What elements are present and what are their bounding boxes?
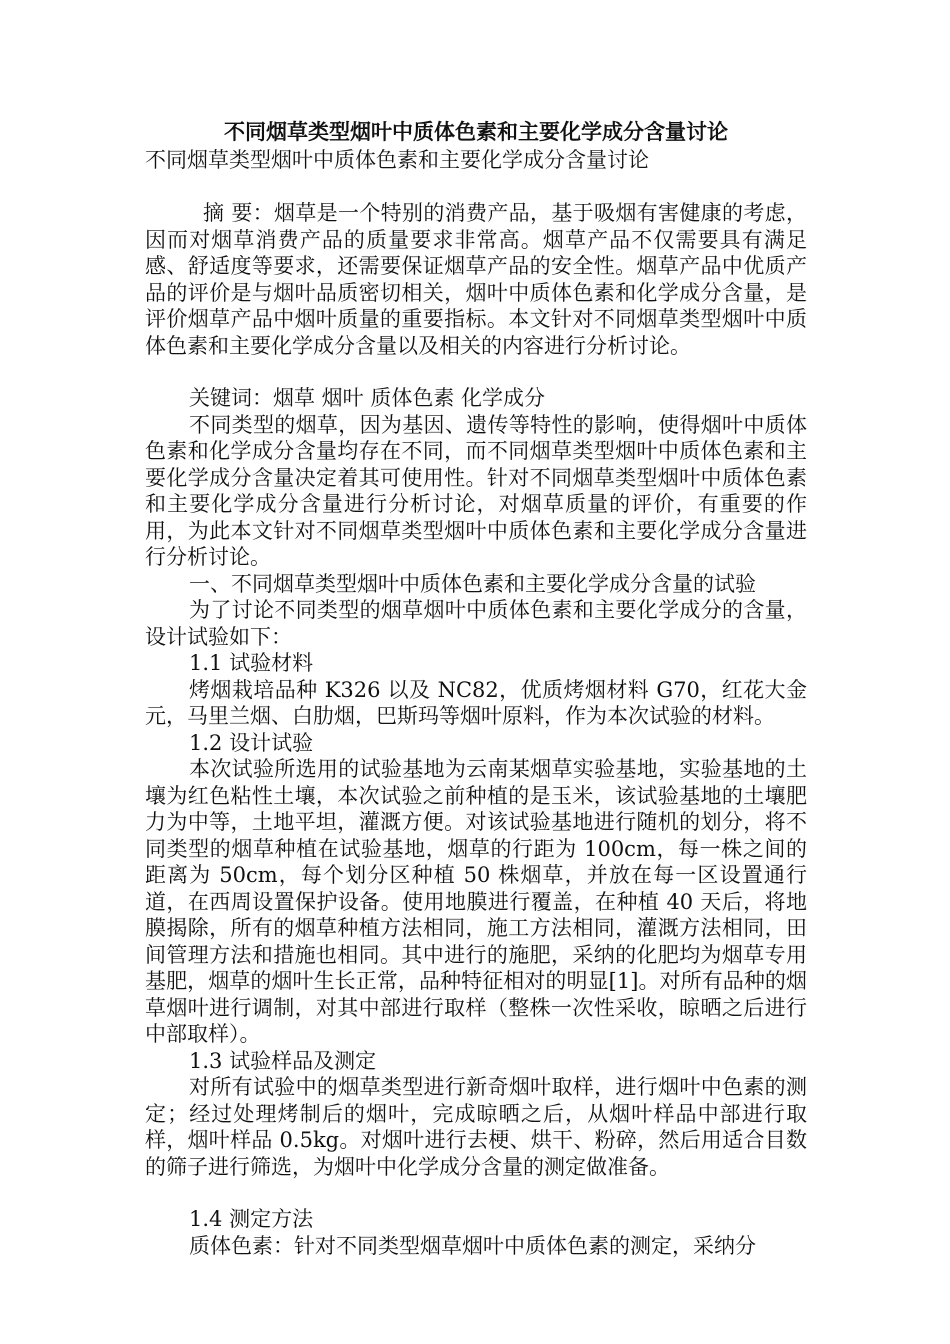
section-1-4-paragraph: 质体色素：针对不同类型烟草烟叶中质体色素的测定，采纳分 bbox=[189, 1233, 756, 1258]
section-1-3-paragraph: 对所有试验中的烟草类型进行新奇烟叶取样，进行烟叶中色素的测定；经过处理烤制后的烟叶，完成晾晒之后，从烟叶样品中部进行取样，烟叶样品 0.5kg。对烟叶进行去梗、烘干、粉碎，然后用适合目数的筛子进行筛选，为烟叶中化学成分含量的测定做准备。 bbox=[145, 1075, 807, 1179]
intro-paragraph: 不同类型的烟草，因为基因、遗传等特性的影响，使得烟叶中质体色素和化学成分含量均存在不同，而不同烟草类型烟叶中质体色素和主要化学成分含量决定着其可使用性。针对不同烟草类型烟叶中质体色素和主要化学成分含量进行分析讨论，对烟草质量的评价，有重要的作用，为此本文针对不同烟草类型烟叶中质体色素和主要化学成分含量进行分析讨论。 bbox=[145, 412, 807, 569]
section-1-1-heading: 1.1 试验材料 bbox=[189, 651, 314, 675]
section-1-heading: 一、不同烟草类型烟叶中质体色素和主要化学成分含量的试验 bbox=[189, 571, 756, 596]
section-1-1-paragraph: 烤烟栽培品种 K326 以及 NC82，优质烤烟材料 G70，红花大金元，马里兰烟、白肋烟，巴斯玛等烟叶原料，作为本次试验的材料。 bbox=[145, 677, 807, 728]
document-page bbox=[145, 118, 807, 1259]
abstract-paragraph: 摘 要：烟草是一个特别的消费产品，基于吸烟有害健康的考虑，因而对烟草消费产品的质量要求非常高。烟草产品不仅需要具有满足感、舒适度等要求，还需要保证烟草产品的安全性。烟草产品中优质产品的评价是与烟叶品质密切相关，烟叶中质体色素和化学成分含量，是评价烟草产品中烟叶质量的重要指标。本文针对不同烟草类型烟叶中质体色素和主要化学成分含量以及相关的内容进行分析讨论。 bbox=[145, 201, 807, 358]
section-1-2-paragraph: 本次试验所选用的试验基地为云南某烟草实验基地，实验基地的土壤为红色粘性土壤，本次试验之前种植的是玉米，该试验基地的土壤肥力为中等，土地平坦，灌溉方便。对该试验基地进行随机的划分，将不同类型的烟草种植在试验基地，烟草的行距为 100cm，每一株之间的距离为 50cm，每个划分区种植 50 株烟草，并放在每一区设置通行道，在西周设置保护设备。使用地膜进行覆盖，在种植 40 天后，将地膜揭除，所有的烟草种植方法相同，施工方法相同，灌溉方法相同，田间管理方法和措施也相同。其中进行的施肥，采纳的化肥均为烟草专用基肥，烟草的烟叶生长正常，品种特征相对的明显[1]。对所有品种的烟草烟叶进行调制，对其中部进行取样（整株一次性采收，晾晒之后进行中部取样）。 bbox=[145, 757, 807, 1046]
document-subtitle: 不同烟草类型烟叶中质体色素和主要化学成分含量讨论 bbox=[145, 148, 649, 172]
section-1-4-heading: 1.4 测定方法 bbox=[189, 1207, 314, 1231]
keywords-line: 关键词：烟草 烟叶 质体色素 化学成分 bbox=[189, 386, 546, 410]
spacer bbox=[145, 1180, 807, 1206]
section-1-3-heading: 1.3 试验样品及测定 bbox=[189, 1048, 377, 1073]
document-title: 不同烟草类型烟叶中质体色素和主要化学成分含量讨论 bbox=[224, 119, 728, 144]
section-1-2-heading: 1.2 设计试验 bbox=[189, 730, 314, 755]
spacer bbox=[145, 359, 807, 385]
section-1-paragraph: 为了讨论不同类型的烟草烟叶中质体色素和主要化学成分的含量，设计试验如下： bbox=[145, 598, 807, 649]
